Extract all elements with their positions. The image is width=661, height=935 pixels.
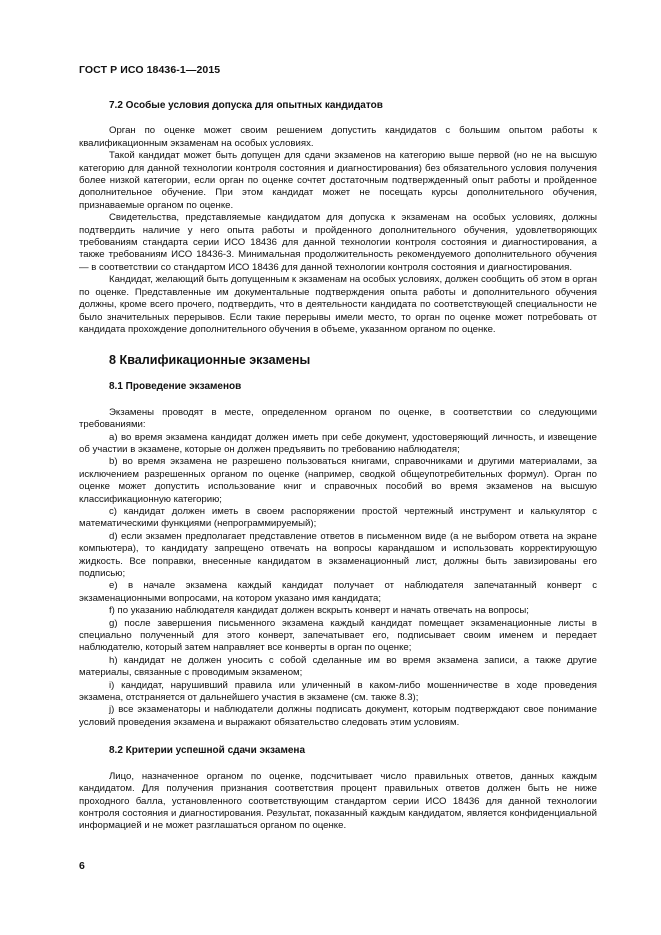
- list-item: е) в начале экзамена каждый кандидат получает от наблюдателя запечатанный конверт с экзаменационными вопросами, на котором указано имя кандидата;: [79, 580, 597, 604]
- paragraph: Кандидат, желающий быть допущенным к экзаменам на особых условиях, должен сообщить об этом в орган по оценке. Представленные им документальные подтверждения опыта работы и дополнительного обучения должны, кроме всего прочего, подтвердить, что в деятельности кандидата по соответствующей специальности не было значительных перерывов. Если такие перерывы имели место, то орган по оценке может потребовать от кандидата прохождение дополнительного обучения в объеме, указанном органом по оценке.: [79, 274, 597, 335]
- section-7-2-heading: 7.2 Особые условия допуска для опытных кандидатов: [109, 100, 383, 111]
- list-item: d) если экзамен предполагает представление ответов в письменном виде (а не выбором ответа на экране компьютера), то кандидату запрещено отвечать на вопросы карандашом и использовать корректирующую жидкость. Все поправки, внесенные кандидатом в экзаменационный лист, должны быть завизированы его подписью;: [79, 530, 597, 579]
- document-body: [79, 86, 597, 833]
- section-8-heading: 8 Квалификационные экзамены: [109, 353, 311, 368]
- section-8-1-heading: 8.1 Проведение экзаменов: [109, 381, 242, 393]
- paragraph: Такой кандидат может быть допущен для сдачи экзаменов на категорию выше первой (но не на высшую категорию для данной технологии контроля состояния и диагностирования) без обязательного условия получения более низкой категории, если орган по оценке сочтет достаточным подтвержденный опыт работы и пройденное дополнительное обучение. При этом кандидат может не посещать курсы дополнительного обучения, признаваемые органом по оценке.: [79, 150, 597, 211]
- page-number: 6: [79, 860, 85, 872]
- list-item: с) кандидат должен иметь в своем распоряжении простой чертежный инструмент и калькулятор с математическими функциями (непрограммируемый);: [79, 505, 597, 530]
- list-item: h) кандидат не должен уносить с собой сделанные им во время экзамена записи, а также другие материалы, связанные с проводимым экзаменом;: [79, 654, 597, 679]
- paragraph: Орган по оценке может своим решением допустить кандидатов с большим опытом работы к квалификационным экзаменам на особых условиях.: [79, 125, 597, 149]
- list-item: а) во время экзамена кандидат должен иметь при себе документ, удостоверяющий личность, и извещение об участии в экзамене, которые он должен предъявить по требованию наблюдателя;: [79, 431, 597, 455]
- document-header: ГОСТ Р ИСО 18436-1—2015: [79, 64, 221, 76]
- section-8-2-heading: 8.2 Критерии успешной сдачи экзамена: [109, 745, 306, 757]
- paragraph: Свидетельства, представляемые кандидатом для допуска к экзаменам на особых условиях, должны подтвердить наличие у него опыта работы и пройденного дополнительного обучения, удовлетворяющих требованиям стандарта серии ИСО 18436 для данной технологии контроля состояния и диагностирования, а также требованиям ИСО 18436-3. Минимальная продолжительность рекомендуемого дополнительного обучения — в соответствии со стандартом ИСО 18436 для данной технологии контроля состояния и диагностирования.: [79, 212, 597, 273]
- list-item: b) во время экзамена не разрешено пользоваться книгами, справочниками и другими материалами, за исключением разрешенных органом по оценке (например, сводкой общеупотребительных формул). Орган по оценке может допустить использование книг и справочных пособий во время экзаменов на высшую классификационную категорию;: [79, 456, 597, 505]
- list-item: f) по указанию наблюдателя кандидат должен вскрыть конверт и начать отвечать на вопросы;: [109, 605, 529, 617]
- list-item: i) кандидат, нарушивший правила или уличенный в каком-либо мошенничестве в ходе проведения экзамена, отстраняется от дальнейшего участия в экзамене (см. также 8.3);: [79, 679, 597, 704]
- list-item: g) после завершения письменного экзамена каждый кандидат помещает экзаменационные листы в специально полученный для этого конверт, запечатывает его, подписывает своим именем и передает наблюдателю, который затем направляет все конверты в орган по оценке;: [79, 617, 597, 654]
- list-item: j) все экзаменаторы и наблюдатели должны подписать документ, которым подтверждают свое понимание условий проведения экзамена и выражают обязательство следовать этим условиям.: [79, 704, 597, 728]
- paragraph: Лицо, назначенное органом по оценке, подсчитывает число правильных ответов, данных каждым кандидатом. Для получения признания соответствия процент правильных ответов должен быть не ниже проходного балла, установленного соответствующим стандартом серии ИСО 18436 для данной технологии контроля состояния и диагностирования. Результат, показанный каждым кандидатом, является конфиденциальной информацией и не может разглашаться органом по оценке.: [79, 770, 597, 832]
- paragraph: Экзамены проводят в месте, определенном органом по оценке, в соответствии со следующими требованиями:: [79, 406, 597, 431]
